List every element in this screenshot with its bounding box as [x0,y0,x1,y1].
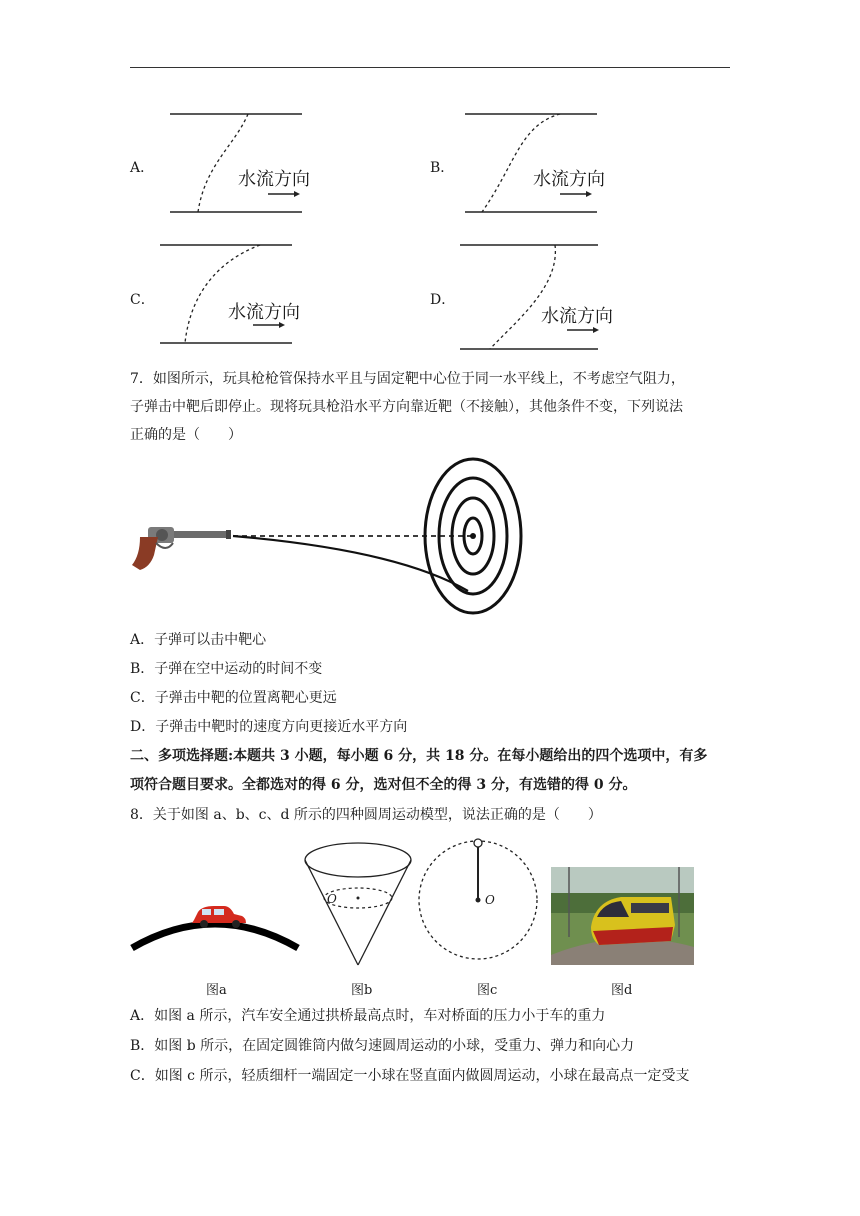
q8-caption-a: 图a [206,983,227,998]
option-d-label: D． [430,292,456,308]
q8-option-b: B．如图 b 所示，在固定圆锥筒内做匀速圆周运动的小球，受重力、弹力和向心力 [130,1038,635,1054]
q8-figure-b-label-o: O [327,892,337,906]
option-b-water-label: 水流方向 [533,169,605,190]
q8-caption-c: 图c [477,983,498,998]
option-d-diagram [455,237,605,355]
q8-caption-b: 图b [351,983,373,998]
q8-caption-d: 图d [611,983,633,998]
option-d-water-label: 水流方向 [541,306,613,327]
option-a-diagram [160,105,310,220]
q7-option-c: C．子弹击中靶的位置离靶心更远 [130,690,337,706]
option-a-label: A． [130,160,155,176]
q7-option-a: A．子弹可以击中靶心 [130,632,267,648]
q7-stem-line3: 正确的是（ ） [130,427,242,443]
q8-option-c: C．如图 c 所示，轻质细杆一端固定一小球在竖直面内做圆周运动，小球在最高点一定受支 [130,1068,690,1084]
section2-instructions-line2: 项符合题目要求。全都选对的得 6 分，选对但不全的得 3 分，有选错的得 0 分。 [130,777,637,793]
q8-figure-d-train-photo [551,867,694,965]
toy-gun-icon [132,527,231,570]
q7-stem-line1: 7．如图所示，玩具枪枪管保持水平且与固定靶中心位于同一水平线上，不考虑空气阻力， [130,371,685,387]
q8-figure-b-cone [300,838,420,968]
train-icon [591,897,675,945]
q7-stem-line2: 子弹击中靶后即停止。现将玩具枪沿水平方向靠近靶（不接触），其他条件不变，下列说法 [130,399,683,415]
q7-option-d: D．子弹击中靶时的速度方向更接近水平方向 [130,719,408,735]
option-c-water-label: 水流方向 [228,302,300,323]
header-rule [130,67,730,68]
q8-figure-c-label-o: O [485,893,495,907]
q8-figure-c-rod [416,835,546,970]
option-b-label: B． [430,160,455,176]
q8-option-a: A．如图 a 所示，汽车安全通过拱桥最高点时，车对桥面的压力小于车的重力 [130,1008,606,1024]
option-c-label: C． [130,292,155,308]
q8-stem: 8．关于如图 a、b、c、d 所示的四种圆周运动模型，说法正确的是（ ） [130,807,602,823]
option-a-water-label: 水流方向 [238,169,310,190]
section2-instructions-line1: 二、多项选择题:本题共 3 小题，每小题 6 分，共 18 分。在每小题给出的四个选项中，有多 [130,748,708,764]
q7-option-b: B．子弹在空中运动的时间不变 [130,661,323,677]
q8-figure-a-bridge [130,890,300,960]
option-b-diagram [460,105,610,220]
option-c-diagram [155,237,305,352]
q7-target-diagram [128,455,538,620]
